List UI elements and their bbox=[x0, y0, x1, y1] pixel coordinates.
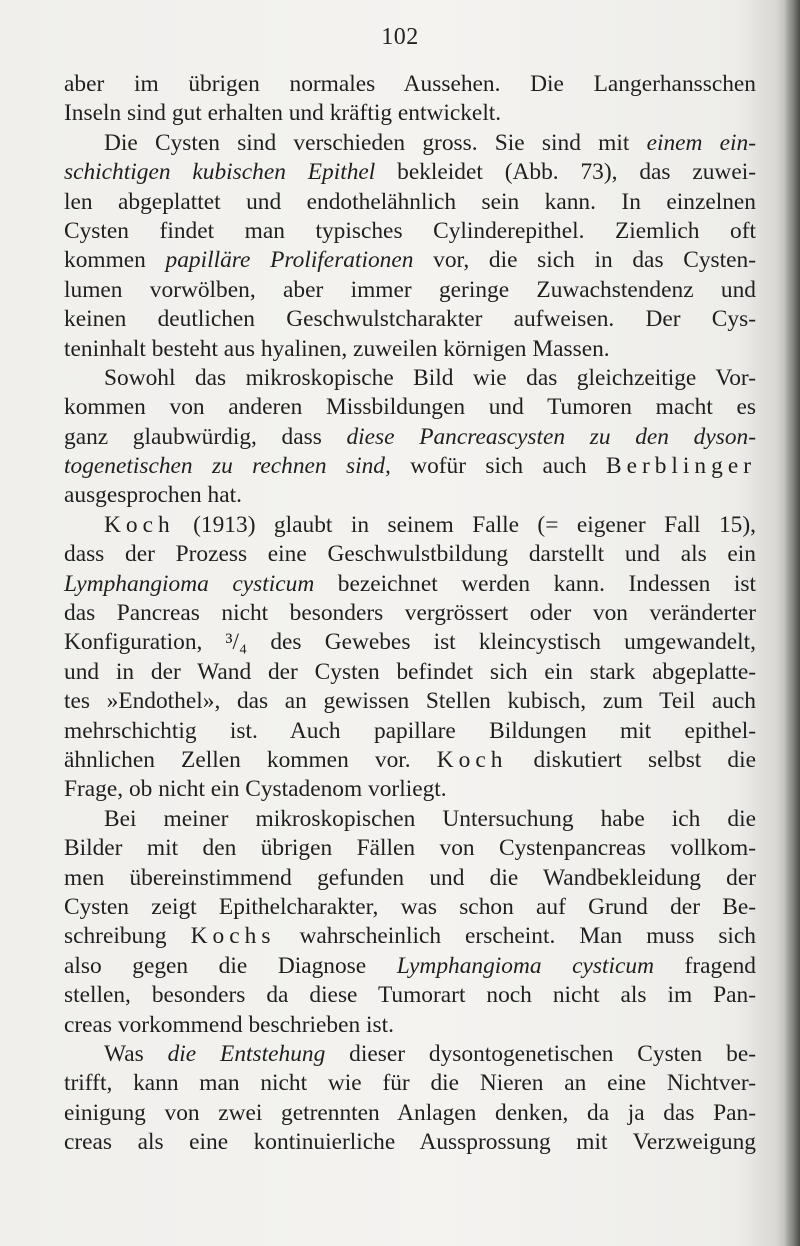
text-segment: Konfiguration, ³/₄ des Gewebes ist kleincystisch umgewandelt, bbox=[64, 629, 756, 656]
text-segment: trifft, kann man nicht wie für die Nieren an eine Nichtver- bbox=[64, 1070, 756, 1097]
spaced-name: Kochs bbox=[190, 923, 276, 950]
text-line bbox=[64, 952, 756, 981]
text-segment: das Pancreas nicht besonders vergrössert oder von veränderter bbox=[64, 600, 756, 627]
text-segment: keinen deutlichen Geschwulstcharakter aufweisen. Der Cys- bbox=[64, 306, 756, 333]
italic-text: Lymphangioma cysticum bbox=[64, 570, 315, 597]
text-segment: mehrschichtig ist. Auch papillare Bildungen mit epithel- bbox=[64, 717, 756, 744]
text-segment: bekleidet (Abb. 73), das zuwei- bbox=[375, 159, 756, 186]
text-line bbox=[64, 188, 756, 217]
italic-text: schichtigen kubischen Epithel bbox=[64, 159, 376, 186]
text-segment: ähnlichen Zellen kommen vor. bbox=[64, 746, 437, 773]
text-line bbox=[64, 687, 756, 716]
italic-text: Lymphangioma cysticum bbox=[396, 952, 654, 979]
text-line bbox=[64, 129, 756, 158]
page-number: 102 bbox=[381, 24, 419, 50]
text-segment: bezeichnet werden kann. Indessen ist bbox=[314, 570, 756, 597]
text-segment: diskutiert selbst die bbox=[507, 746, 756, 773]
text-segment: wofür sich auch bbox=[390, 453, 606, 480]
text-line bbox=[64, 628, 756, 657]
text-segment: Inseln sind gut erhalten und kräftig entwickelt. bbox=[64, 100, 502, 127]
text-line bbox=[64, 893, 756, 922]
text-segment: Bei meiner mikroskopischen Untersuchung habe ich die bbox=[104, 805, 756, 832]
text-line bbox=[64, 1011, 756, 1040]
text-segment: Cysten zeigt Epithelcharakter, was schon auf Grund der Be- bbox=[64, 893, 756, 920]
text-line bbox=[64, 99, 756, 128]
text-line bbox=[64, 1040, 756, 1069]
text-segment: einigung von zwei getrennten Anlagen denken, da ja das Pan- bbox=[64, 1099, 756, 1126]
text-line bbox=[64, 805, 756, 834]
text-line bbox=[64, 922, 756, 951]
text-segment: Cysten findet man typisches Cylinderepithel. Ziemlich oft bbox=[64, 217, 756, 244]
text-segment: Die Cysten sind verschieden gross. Sie sind mit bbox=[104, 129, 647, 156]
text-line bbox=[64, 70, 756, 99]
text-line bbox=[64, 981, 756, 1010]
text-line bbox=[64, 834, 756, 863]
text-segment: wahrscheinlich erscheint. Man muss sich bbox=[275, 923, 757, 950]
text-segment: fragend bbox=[653, 952, 756, 979]
text-segment: Frage, ob nicht ein Cystadenom vorliegt. bbox=[64, 776, 447, 803]
text-line bbox=[64, 452, 756, 481]
italic-text: diese Pancreascysten zu den dyson- bbox=[346, 423, 756, 450]
spaced-name: Berblinger bbox=[605, 453, 756, 480]
body-text bbox=[64, 70, 756, 1157]
text-segment: kommen von anderen Missbildungen und Tumoren macht es bbox=[64, 394, 756, 421]
text-line bbox=[64, 335, 756, 364]
text-line bbox=[64, 717, 756, 746]
text-segment: Was bbox=[104, 1040, 168, 1067]
text-segment: creas als eine kontinuierliche Aussprossung mit Verzweigung bbox=[64, 1129, 756, 1156]
text-segment: kommen bbox=[64, 247, 166, 274]
text-line bbox=[64, 276, 756, 305]
text-segment: Bilder mit den übrigen Fällen von Cystenpancreas vollkom- bbox=[64, 835, 756, 862]
text-line bbox=[64, 1069, 756, 1098]
text-line bbox=[64, 481, 756, 510]
text-line bbox=[64, 864, 756, 893]
text-segment: Sowohl das mikroskopische Bild wie das gleichzeitige Vor- bbox=[104, 364, 756, 391]
text-line bbox=[64, 393, 756, 422]
text-line bbox=[64, 746, 756, 775]
text-line bbox=[64, 540, 756, 569]
text-segment: schreibung bbox=[64, 923, 191, 950]
text-line bbox=[64, 511, 756, 540]
text-segment: ausgesprochen hat. bbox=[64, 482, 242, 509]
text-segment: lumen vorwölben, aber immer geringe Zuwachstendenz und bbox=[64, 276, 756, 303]
spaced-name: Koch bbox=[104, 511, 175, 538]
text-segment: vor, die sich in das Cysten- bbox=[413, 247, 756, 274]
text-segment: teninhalt besteht aus hyalinen, zuweilen körnigen Massen. bbox=[64, 335, 610, 362]
italic-text: togenetischen zu rechnen sind, bbox=[64, 453, 391, 480]
italic-text: die Entstehung bbox=[167, 1040, 326, 1067]
text-line bbox=[64, 305, 756, 334]
text-segment: ganz glaubwürdig, dass bbox=[64, 423, 347, 450]
text-line bbox=[64, 364, 756, 393]
text-line bbox=[64, 570, 756, 599]
text-line bbox=[64, 158, 756, 187]
text-line bbox=[64, 658, 756, 687]
text-segment: also gegen die Diagnose bbox=[64, 952, 397, 979]
text-segment: len abgeplattet und endothelähnlich sein kann. In einzelnen bbox=[64, 188, 756, 215]
text-line bbox=[64, 246, 756, 275]
text-line bbox=[64, 775, 756, 804]
page-edge-shadow bbox=[784, 0, 800, 1246]
text-segment: aber im übrigen normales Aussehen. Die Langerhansschen bbox=[64, 71, 756, 97]
text-segment: und in der Wand der Cysten befindet sich ein stark abgeplatte- bbox=[64, 658, 756, 685]
italic-text: papilläre Proliferationen bbox=[165, 247, 414, 274]
text-segment: dieser dysontogenetischen Cysten be- bbox=[325, 1040, 757, 1067]
text-segment: (1913) glaubt in seinem Falle (= eigener Fall 15), bbox=[174, 511, 756, 538]
text-segment: tes »Endothel», das an gewissen Stellen kubisch, zum Teil auch bbox=[64, 688, 756, 715]
text-segment: men übereinstimmend gefunden und die Wandbekleidung der bbox=[64, 864, 756, 891]
text-line bbox=[64, 1128, 756, 1157]
italic-text: einem ein- bbox=[646, 129, 757, 156]
spaced-name: Koch bbox=[436, 746, 508, 773]
text-line bbox=[64, 1099, 756, 1128]
text-line bbox=[64, 423, 756, 452]
text-segment: creas vorkommend beschrieben ist. bbox=[64, 1011, 394, 1038]
text-segment: stellen, besonders da diese Tumorart noch nicht als im Pan- bbox=[64, 982, 756, 1009]
text-line bbox=[64, 599, 756, 628]
text-line bbox=[64, 217, 756, 246]
text-segment: dass der Prozess eine Geschwulstbildung darstellt und als ein bbox=[64, 541, 756, 568]
